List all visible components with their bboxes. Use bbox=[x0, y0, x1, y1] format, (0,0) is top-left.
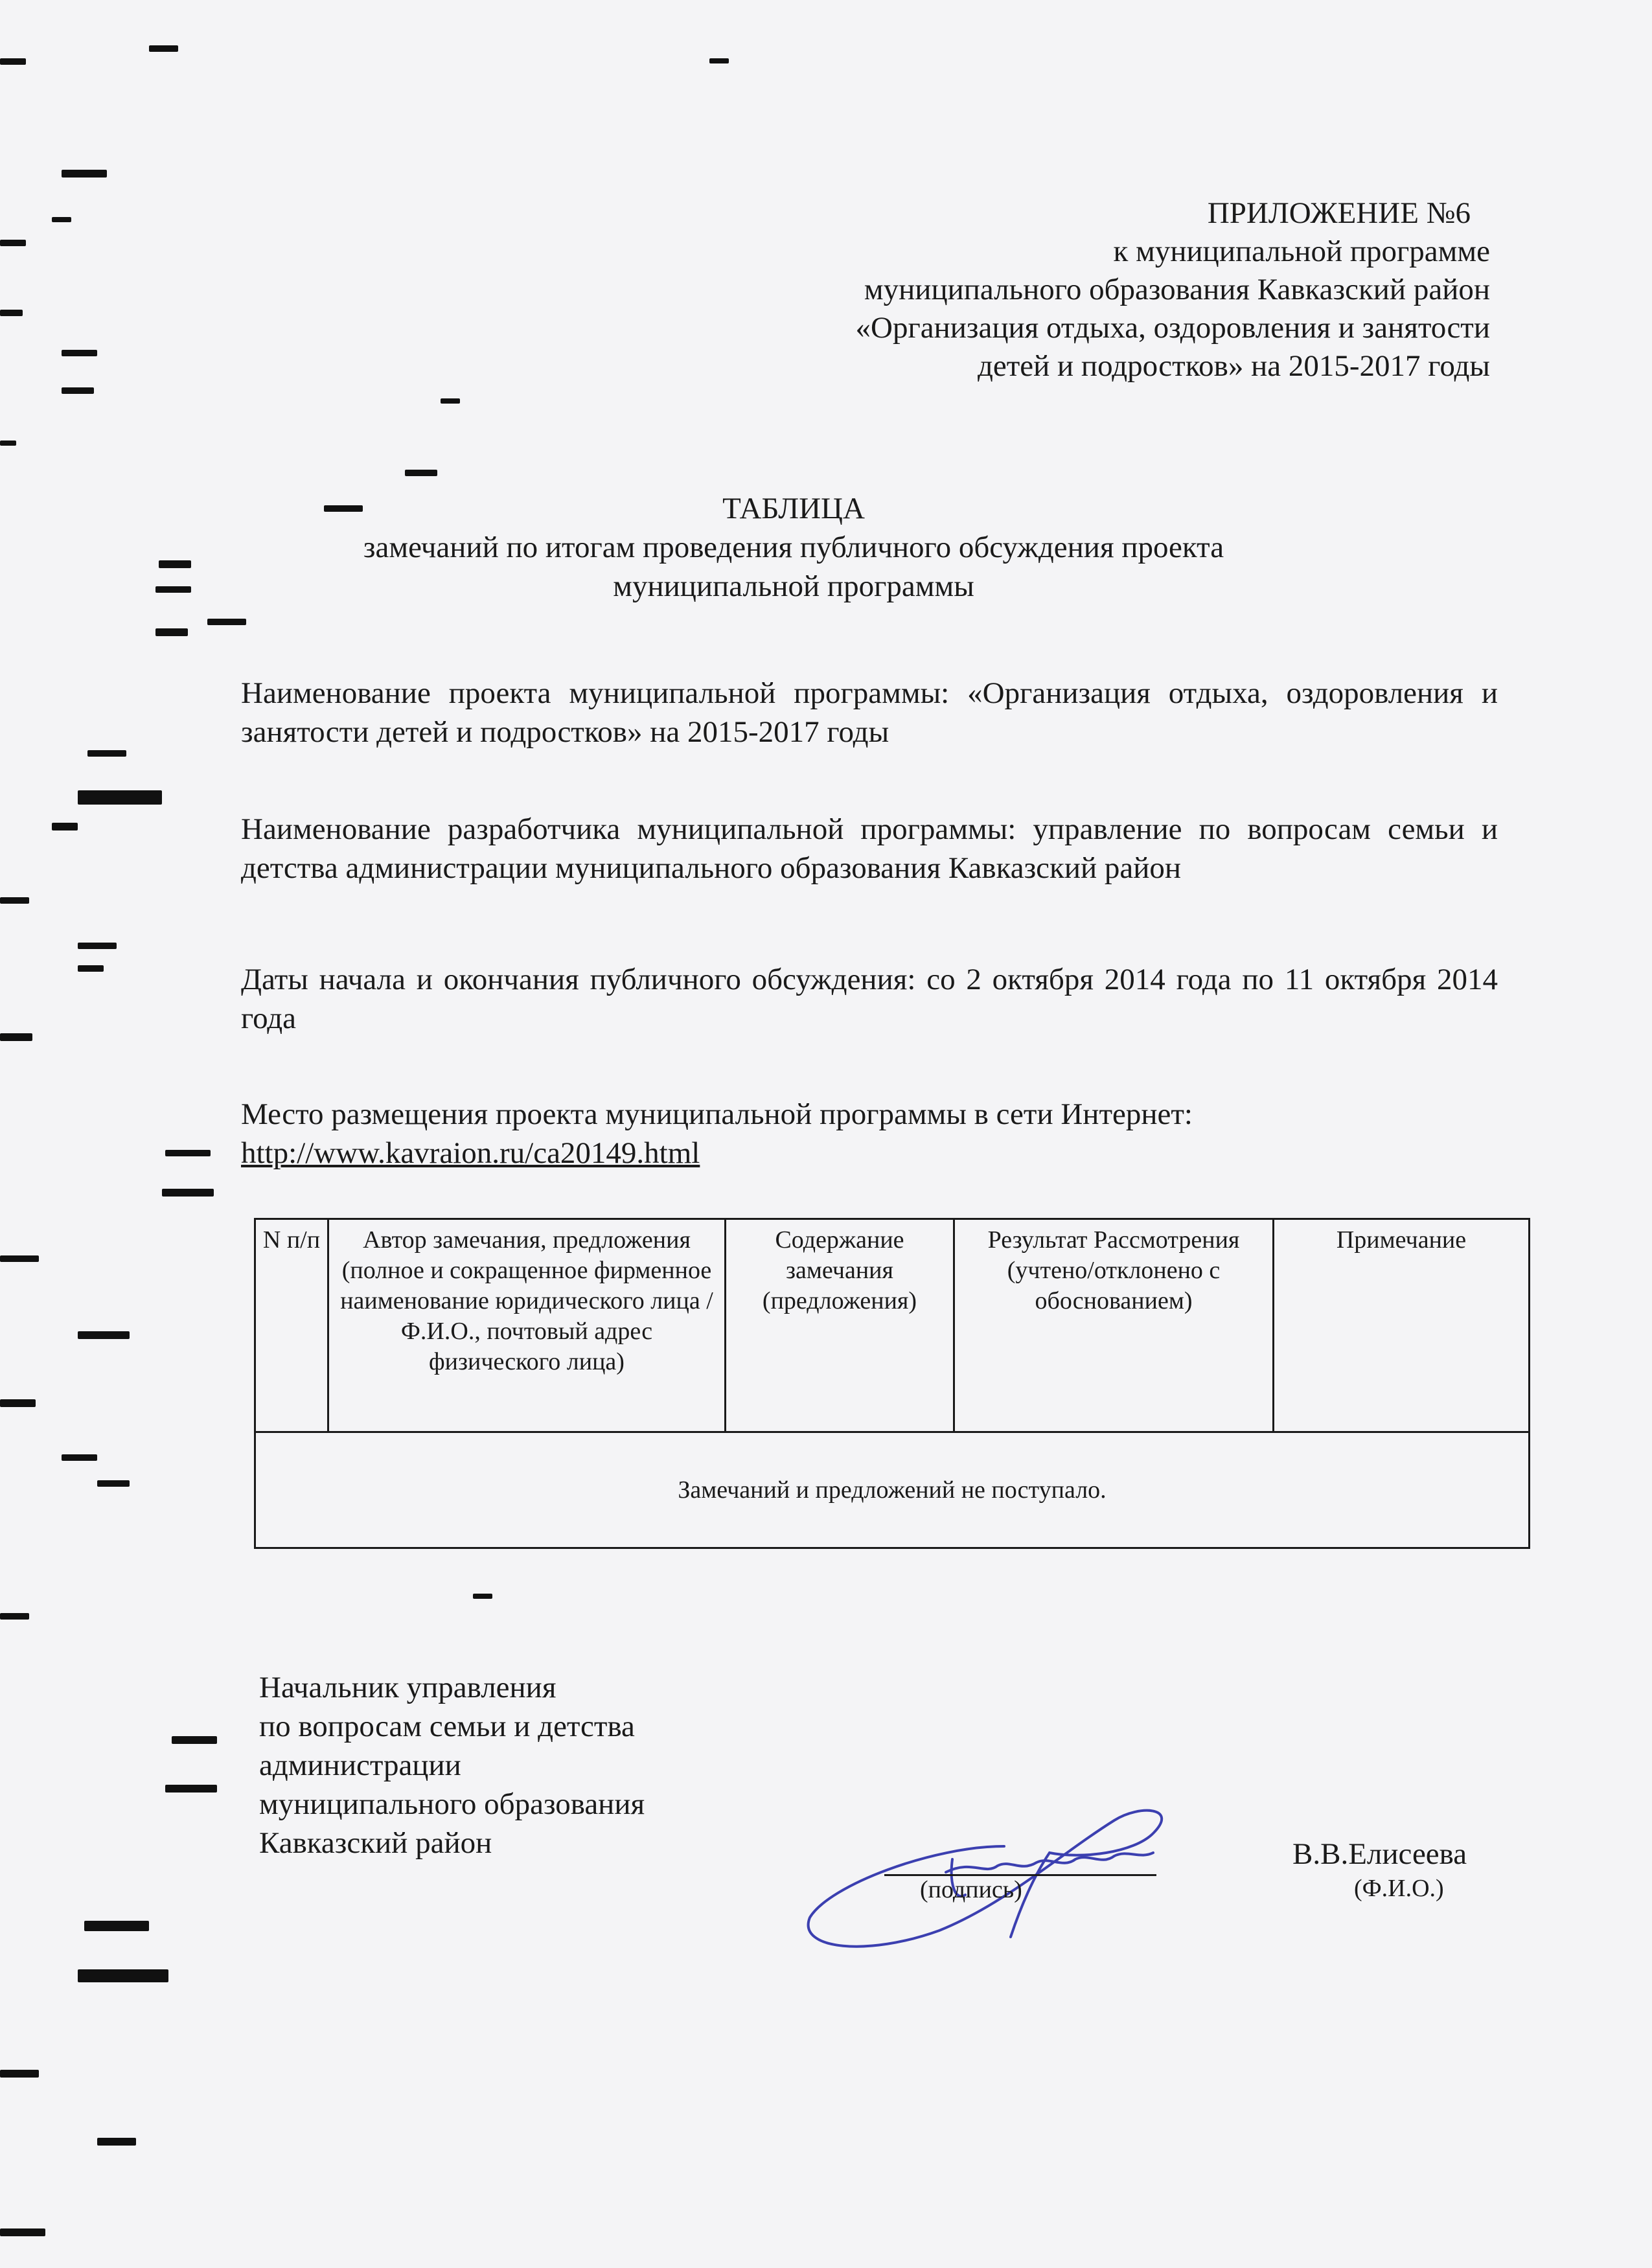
signatory-position bbox=[259, 1668, 842, 1862]
title-heading: ТАБЛИЦА bbox=[722, 492, 865, 525]
developer-paragraph: Наименование разработчика муниципальной программы: управление по вопросам семьи и детства администрации муниципального образования Кавказский район bbox=[241, 812, 1498, 885]
scan-artifact bbox=[0, 58, 26, 65]
appendix-header bbox=[583, 194, 1490, 385]
name-caption: (Ф.И.О.) bbox=[1354, 1875, 1444, 1902]
title-subtitle: муниципальной программы bbox=[613, 569, 974, 603]
column-header-result: Результат Рассмотрения (учтено/отклонено с обоснованием) bbox=[954, 1219, 1274, 1432]
scan-artifact bbox=[78, 790, 162, 805]
scan-artifact bbox=[97, 1480, 130, 1487]
appendix-line: к муниципальной программе bbox=[1113, 235, 1490, 268]
position-line: Начальник управления bbox=[259, 1671, 556, 1704]
scan-artifact bbox=[0, 240, 26, 246]
scan-artifact bbox=[159, 560, 191, 568]
scan-artifact bbox=[52, 217, 71, 222]
scan-artifact bbox=[78, 1331, 130, 1339]
scan-artifact bbox=[0, 2228, 45, 2236]
scan-artifact bbox=[0, 1255, 39, 1262]
no-remarks-cell: Замечаний и предложений не поступало. bbox=[255, 1432, 1530, 1548]
scan-artifact bbox=[0, 897, 29, 904]
location-url-link[interactable]: http://www.kavraion.ru/ca20149.html bbox=[241, 1136, 700, 1170]
scan-artifact bbox=[473, 1594, 492, 1599]
scan-artifact bbox=[62, 170, 107, 178]
location-paragraph bbox=[241, 1095, 1498, 1173]
column-header-number: N п/п bbox=[255, 1219, 328, 1432]
scan-artifact bbox=[0, 441, 16, 446]
scan-artifact bbox=[165, 1785, 217, 1793]
scan-artifact bbox=[709, 58, 729, 63]
scan-artifact bbox=[87, 750, 126, 757]
appendix-title: ПРИЛОЖЕНИЕ №6 bbox=[1207, 196, 1471, 230]
scan-artifact bbox=[441, 398, 460, 404]
signature-caption: (подпись) bbox=[920, 1876, 1022, 1903]
location-label: Место размещения проекта муниципальной программы в сети Интернет: bbox=[241, 1097, 1193, 1131]
appendix-line: «Организация отдыха, оздоровления и занятости bbox=[855, 311, 1490, 345]
scan-artifact bbox=[62, 387, 94, 394]
scan-artifact bbox=[62, 350, 97, 356]
scan-artifact bbox=[0, 2070, 39, 2078]
title-subtitle: замечаний по итогам проведения публичного обсуждения проекта bbox=[363, 531, 1224, 564]
signatory-name: В.В.Елисеева bbox=[1292, 1837, 1467, 1871]
scan-artifact bbox=[78, 965, 104, 972]
handwritten-signature bbox=[790, 1762, 1231, 1963]
scan-artifact bbox=[0, 310, 23, 316]
appendix-line: муниципального образования Кавказский район bbox=[864, 273, 1490, 306]
scan-artifact bbox=[149, 45, 178, 52]
scan-artifact bbox=[162, 1189, 214, 1197]
scan-artifact bbox=[78, 943, 117, 949]
program-name-paragraph: Наименование проекта муниципальной программы: «Организация отдыха, оздоровления и занятости детей и подростков» на 2015-2017 годы bbox=[241, 676, 1498, 749]
table-row bbox=[255, 1432, 1530, 1548]
scan-artifact bbox=[165, 1150, 211, 1156]
scan-artifact bbox=[405, 470, 437, 476]
dates-paragraph: Даты начала и окончания публичного обсуждения: со 2 октября 2014 года по 11 октября 2014 года bbox=[241, 963, 1498, 1035]
column-header-note: Примечание bbox=[1274, 1219, 1530, 1432]
position-line: муниципального образования bbox=[259, 1787, 645, 1821]
scan-artifact bbox=[52, 823, 78, 830]
scan-artifact bbox=[62, 1454, 97, 1461]
scan-artifact bbox=[97, 2138, 136, 2146]
remarks-table bbox=[254, 1218, 1530, 1549]
scan-artifact bbox=[0, 1613, 29, 1620]
position-line: по вопросам семьи и детства bbox=[259, 1710, 635, 1743]
scan-artifact bbox=[155, 586, 191, 593]
scan-artifact bbox=[207, 619, 246, 625]
position-line: администрации bbox=[259, 1748, 461, 1782]
scan-artifact bbox=[78, 1969, 168, 1982]
scan-artifact bbox=[84, 1921, 149, 1931]
scan-artifact bbox=[172, 1736, 217, 1744]
column-header-author: Автор замечания, предложения (полное и сокращенное фирменное наименование юридического лица / Ф.И.О., почтовый адрес физического лица) bbox=[328, 1219, 726, 1432]
table-header-row bbox=[255, 1219, 1530, 1432]
scan-artifact bbox=[0, 1033, 32, 1041]
appendix-line: детей и подростков» на 2015-2017 годы bbox=[977, 349, 1490, 383]
column-header-content: Содержание замечания (предложения) bbox=[726, 1219, 954, 1432]
document-title bbox=[324, 489, 1263, 606]
position-line: Кавказский район bbox=[259, 1826, 492, 1860]
scan-artifact bbox=[0, 1399, 36, 1407]
scan-artifact bbox=[155, 628, 188, 636]
